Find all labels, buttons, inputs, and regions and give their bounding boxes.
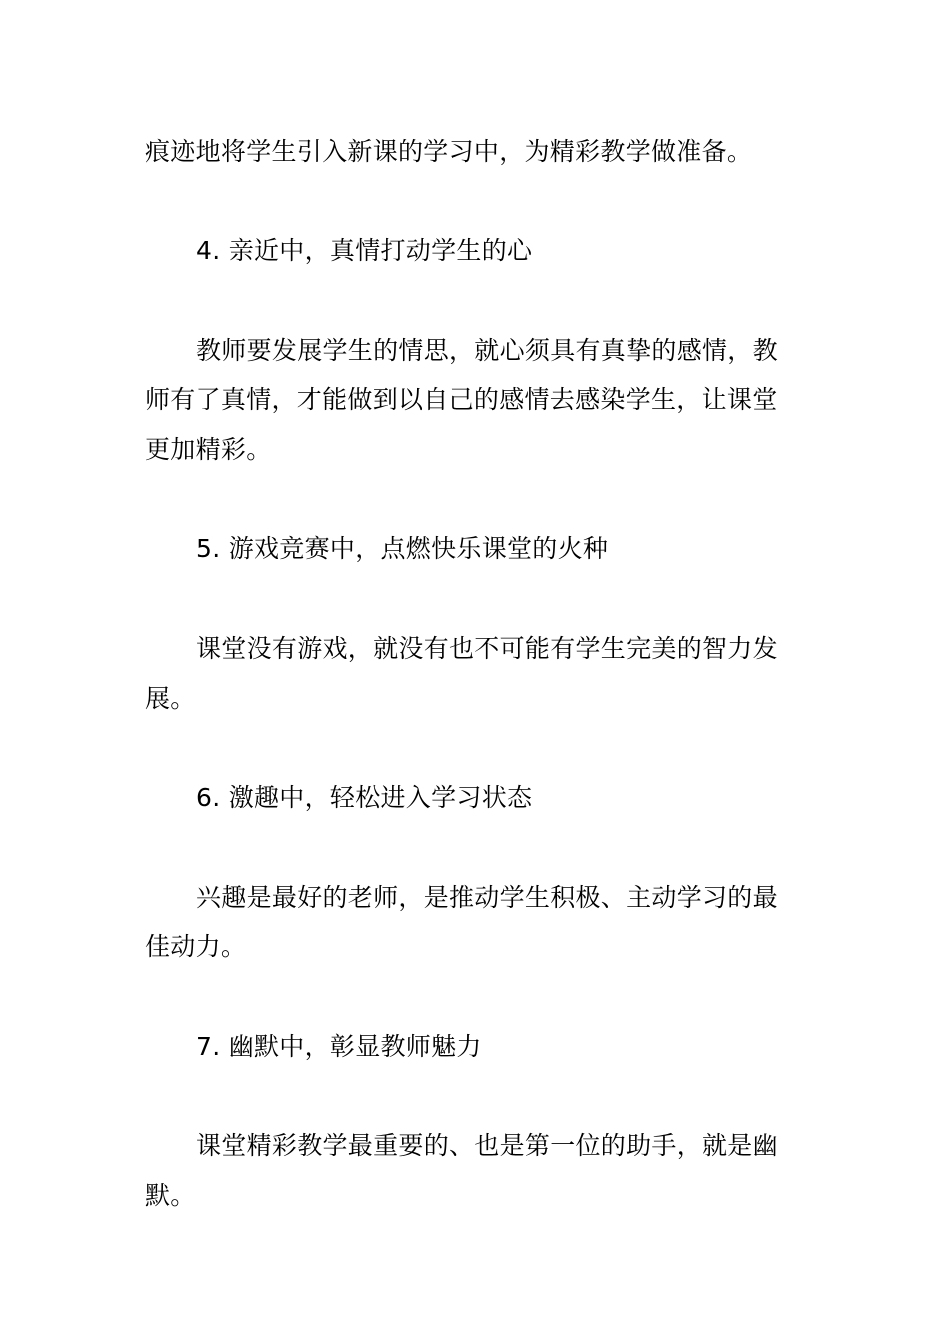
paragraph-line: 展。: [145, 684, 196, 713]
paragraph-line: 痕迹地将学生引入新课的学习中，为精彩教学做准备。: [145, 137, 753, 166]
paragraph-line: 师有了真情，才能做到以自己的感情去感染学生，让课堂: [145, 385, 778, 414]
section-heading-5: 5. 游戏竞赛中，点燃快乐课堂的火种: [196, 534, 609, 563]
paragraph-line: 课堂精彩教学最重要的、也是第一位的助手，就是幽: [196, 1131, 778, 1160]
paragraph-line: 更加精彩。: [145, 435, 272, 464]
section-heading-6: 6. 激趣中，轻松进入学习状态: [196, 783, 533, 812]
paragraph-line: 兴趣是最好的老师，是推动学生积极、主动学习的最: [196, 883, 778, 912]
section-heading-7: 7. 幽默中，彰显教师魅力: [196, 1032, 482, 1061]
paragraph-line: 默。: [145, 1181, 196, 1210]
section-heading-4: 4. 亲近中，真情打动学生的心: [196, 236, 533, 265]
paragraph-line: 教师要发展学生的情思，就心须具有真挚的感情，教: [196, 336, 778, 365]
paragraph-line: 佳动力。: [145, 932, 247, 961]
paragraph-line: 课堂没有游戏，就没有也不可能有学生完美的智力发: [196, 634, 778, 663]
